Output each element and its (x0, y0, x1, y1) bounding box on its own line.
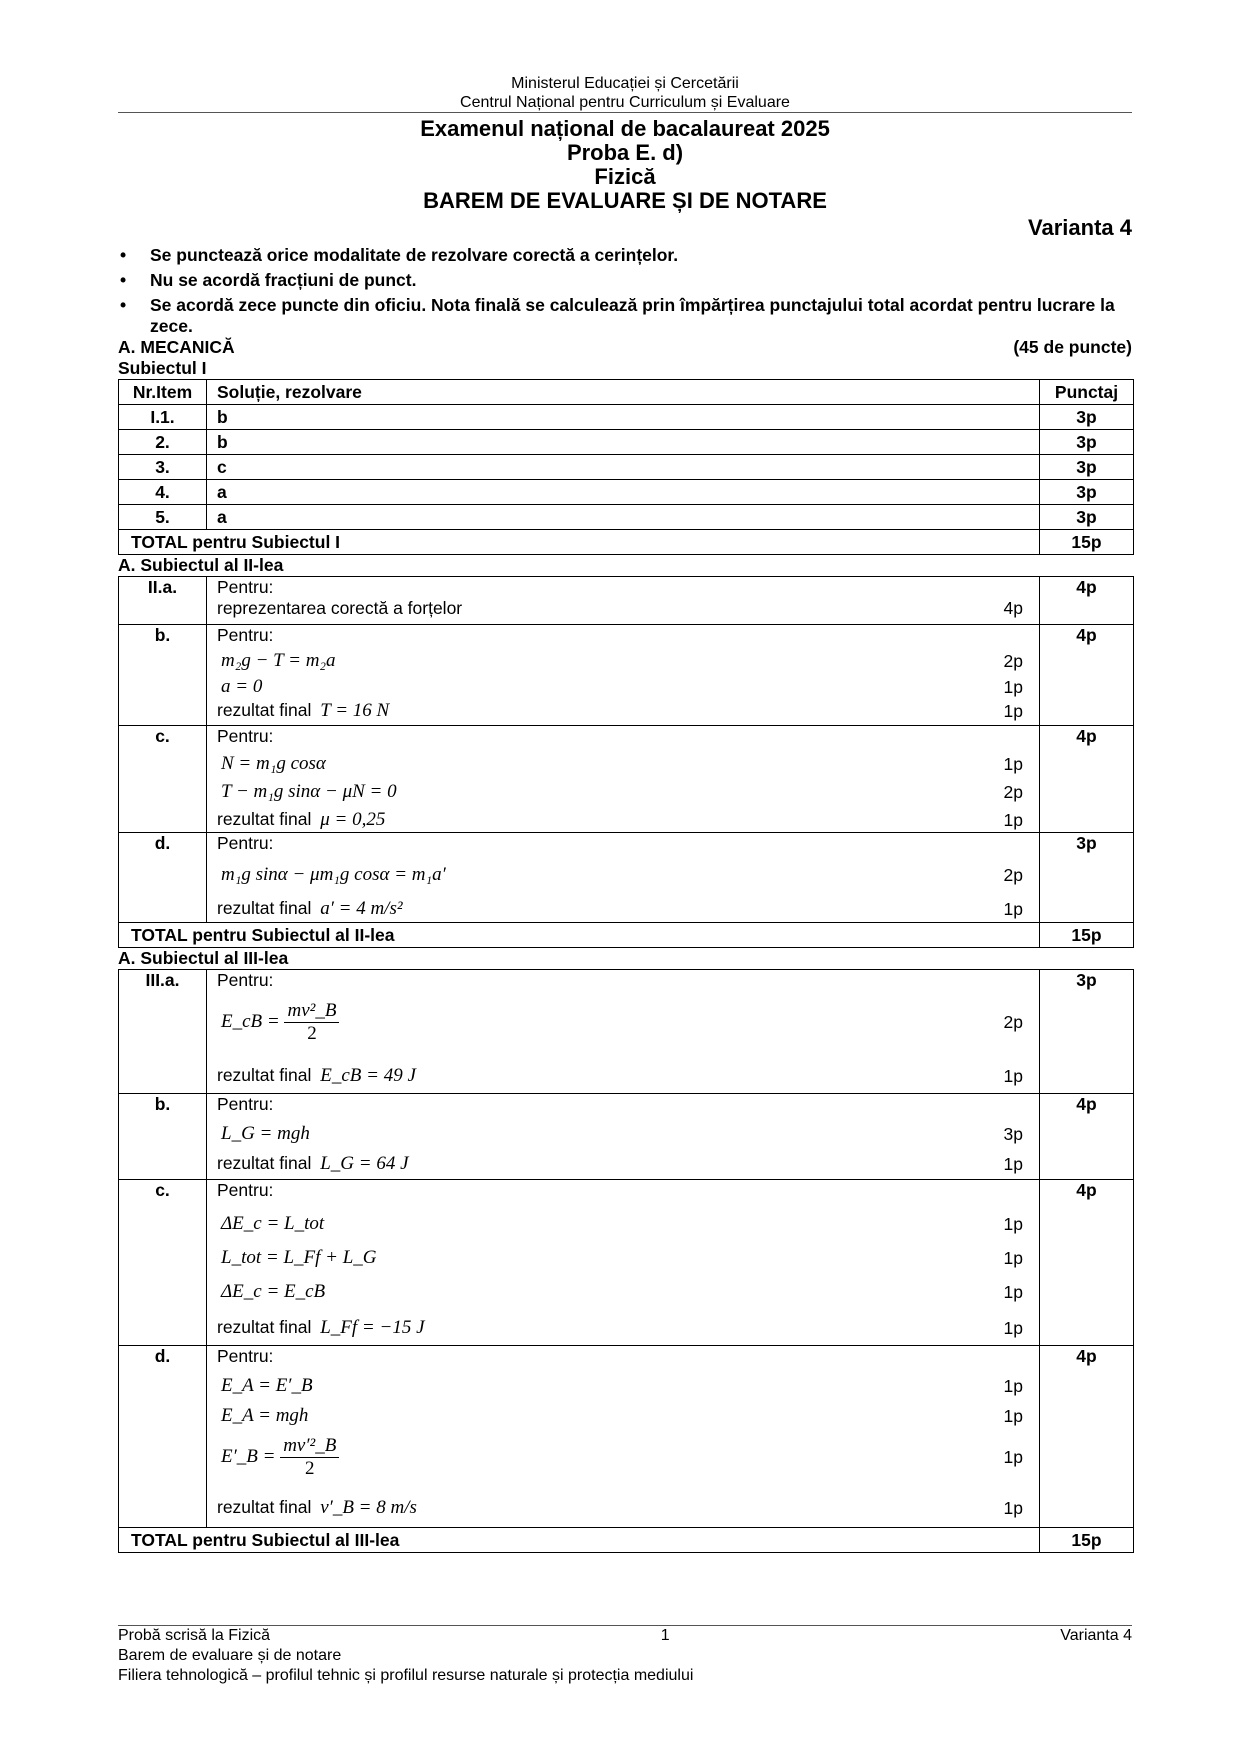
pentru-label: Pentru: (217, 1180, 274, 1200)
points: 3p (1040, 833, 1134, 923)
equation-line (207, 1427, 1039, 1487)
total-row (119, 1528, 1134, 1553)
item-number: 4. (119, 480, 207, 505)
pentru-label: Pentru: (217, 726, 274, 746)
equation: a = 0 (221, 676, 263, 697)
equation-line (207, 775, 1039, 803)
result-label: rezultat final (217, 1317, 312, 1337)
result-label: rezultat final (217, 1153, 312, 1173)
result-label: rezultat final (217, 1065, 312, 1085)
points: 3p (1040, 505, 1134, 530)
page-footer (118, 1625, 1132, 1686)
pentru-label: Pentru: (217, 833, 274, 853)
pentru-label: Pentru: (217, 1094, 274, 1114)
note-item: • Se acordă zece puncte din oficiu. Nota finală se calculează prin împărțirea punctajului total acordat pentru lucrare la zece. (118, 295, 1132, 337)
line-points: 1p (1003, 1154, 1023, 1174)
solution-cell (207, 726, 1040, 833)
item-number: b. (119, 1094, 207, 1180)
fraction (280, 1435, 339, 1480)
item-number: 3. (119, 455, 207, 480)
points: 4p (1040, 625, 1134, 726)
answer: b (207, 405, 1040, 430)
subject-3-table (118, 969, 1134, 1553)
points: 4p (1040, 577, 1134, 625)
page-number: 1 (660, 1627, 670, 1644)
table-row (119, 1346, 1134, 1528)
solution-cell (207, 970, 1040, 1094)
result-value: E_cB = 49 J (320, 1065, 416, 1086)
total-row (119, 923, 1134, 948)
line-points: 2p (1003, 651, 1023, 671)
result-label: rezultat final (217, 700, 312, 720)
table-row (119, 405, 1134, 430)
points: 4p (1040, 1094, 1134, 1180)
equation-line (207, 1235, 1039, 1269)
section-points: (45 de puncte) (1013, 337, 1132, 357)
section-name: A. MECANICĂ (118, 337, 235, 357)
result-line (207, 1303, 1039, 1339)
line-points: 1p (1003, 1248, 1023, 1268)
line-points: 2p (1003, 782, 1023, 802)
pentru-line (207, 577, 1039, 598)
document-page (118, 0, 1132, 1553)
item-number: c. (119, 1180, 207, 1346)
note-item: • Nu se acordă fracțiuni de punct. (118, 270, 1132, 291)
equation-line (207, 854, 1039, 886)
points: 3p (1040, 480, 1134, 505)
subject-2-table (118, 576, 1134, 948)
solution-cell (207, 833, 1040, 923)
points: 3p (1040, 970, 1134, 1094)
pentru-line (207, 726, 1039, 747)
table-row (119, 970, 1134, 1094)
solution-cell (207, 625, 1040, 726)
header-points: Punctaj (1040, 380, 1134, 405)
line-points: 1p (1003, 1214, 1023, 1234)
equation-line (207, 1269, 1039, 1303)
total-points: 15p (1040, 530, 1134, 555)
points: 4p (1040, 726, 1134, 833)
equation (217, 1000, 339, 1045)
equation-line (207, 1397, 1039, 1427)
footer-subject: Probă scrisă la Fizică (118, 1627, 271, 1644)
ministry-name: Ministerul Educației și Cercetării (511, 75, 739, 92)
item-number: I.1. (119, 405, 207, 430)
line-points: 1p (1003, 677, 1023, 697)
grading-notes (118, 245, 1132, 337)
table-row (119, 430, 1134, 455)
page-header (118, 0, 1132, 113)
table-row (119, 1180, 1134, 1346)
line-points: 1p (1003, 1066, 1023, 1086)
pentru-label: Pentru: (217, 1346, 274, 1366)
pentru-line (207, 1094, 1039, 1115)
item-number: d. (119, 833, 207, 923)
points: 4p (1040, 1180, 1134, 1346)
answer: b (207, 430, 1040, 455)
table-row (119, 833, 1134, 923)
section-heading (118, 337, 1132, 358)
header-solution: Soluție, rezolvare (207, 380, 1040, 405)
footer-line-3: Filiera tehnologică – profilul tehnic și profilul resurse naturale și protecția mediului (118, 1667, 694, 1684)
answer: a (207, 505, 1040, 530)
title-line-3: Fizică (594, 164, 656, 189)
equation-line (207, 747, 1039, 775)
equation: E_A = mgh (221, 1405, 309, 1426)
equation: ΔE_c = L_tot (221, 1213, 325, 1234)
line-points: 2p (1003, 1011, 1023, 1032)
result-line (207, 1053, 1039, 1087)
result-value: μ = 0,25 (320, 809, 386, 830)
line-points: 1p (1003, 701, 1023, 721)
line-points: 4p (1003, 598, 1023, 618)
equation: T − m₁g sinα − μN = 0 (221, 781, 397, 802)
subject-1-label: Subiectul I (118, 358, 207, 378)
document-title (118, 117, 1132, 213)
solution-cell (207, 1346, 1040, 1528)
equation-line (207, 672, 1039, 698)
points: 3p (1040, 455, 1134, 480)
total-points: 15p (1040, 923, 1134, 948)
pentru-line (207, 833, 1039, 854)
equation-lhs: E′_B = (221, 1445, 276, 1467)
table-row (119, 726, 1134, 833)
points: 4p (1040, 1346, 1134, 1528)
pentru-label: Pentru: (217, 625, 274, 645)
answer: c (207, 455, 1040, 480)
note-item: • Se punctează orice modalitate de rezolvare corectă a cerințelor. (118, 245, 1132, 266)
item-number: d. (119, 1346, 207, 1528)
line-points: 1p (1003, 899, 1023, 919)
total-label: TOTAL pentru Subiectul al III-lea (119, 1528, 1040, 1553)
total-label: TOTAL pentru Subiectul I (119, 530, 1040, 555)
total-points: 15p (1040, 1528, 1134, 1553)
footer-line-2: Barem de evaluare și de notare (118, 1647, 342, 1664)
header-item: Nr.Item (119, 380, 207, 405)
equation: m₁g sinα − μm₁g cosα = m₁a′ (221, 864, 446, 885)
pentru-label: Pentru: (217, 577, 274, 597)
result-value: L_G = 64 J (320, 1153, 409, 1174)
title-line-4: BAREM DE EVALUARE ȘI DE NOTARE (423, 188, 827, 213)
solution-line (207, 598, 1039, 619)
equation: ΔE_c = E_cB (221, 1281, 326, 1302)
equation-lhs: E_cB = (221, 1010, 280, 1032)
equation-line (207, 1115, 1039, 1145)
table-row (119, 577, 1134, 625)
solution-cell (207, 577, 1040, 625)
line-points: 1p (1003, 1446, 1023, 1467)
table-row (119, 455, 1134, 480)
pentru-line (207, 1180, 1039, 1201)
points: 3p (1040, 430, 1134, 455)
result-line (207, 1487, 1039, 1519)
numerator: mv′²_B (280, 1435, 339, 1458)
line-points: 1p (1003, 754, 1023, 774)
fraction (284, 1000, 339, 1045)
denominator: 2 (305, 1457, 315, 1479)
table-row (119, 480, 1134, 505)
title-line-2: Proba E. d) (566, 140, 684, 165)
result-value: v′_B = 8 m/s (320, 1497, 417, 1518)
pentru-line (207, 970, 1039, 991)
result-value: L_Ff = −15 J (320, 1317, 425, 1338)
table-row (119, 505, 1134, 530)
line-points: 1p (1003, 1406, 1023, 1426)
result-label: rezultat final (217, 898, 312, 918)
line-points: 1p (1003, 1318, 1023, 1338)
solution-text: reprezentarea corectă a forțelor (217, 598, 463, 618)
result-line (207, 1145, 1039, 1175)
center-name: Centrul Național pentru Curriculum și Evaluare (118, 93, 1132, 113)
subject-3-label: A. Subiectul al III-lea (118, 948, 289, 968)
denominator: 2 (307, 1022, 317, 1044)
variant-label: Varianta 4 (1028, 215, 1132, 240)
result-value: T = 16 N (320, 700, 390, 721)
footer-row (118, 1626, 1132, 1646)
equation: L_G = mgh (221, 1123, 310, 1144)
item-number: c. (119, 726, 207, 833)
result-value: a′ = 4 m/s² (320, 898, 403, 919)
result-line (207, 886, 1039, 920)
solution-cell (207, 1180, 1040, 1346)
result-label: rezultat final (217, 809, 312, 829)
equation-line (207, 646, 1039, 672)
subject-2-label: A. Subiectul al II-lea (118, 555, 284, 575)
equation: m₂g − T = m₂a (221, 650, 336, 671)
table-row (119, 1094, 1134, 1180)
line-points: 3p (1003, 1124, 1023, 1144)
result-line (207, 698, 1039, 722)
pentru-label: Pentru: (217, 970, 274, 990)
result-line (207, 803, 1039, 831)
item-number: 5. (119, 505, 207, 530)
line-points: 1p (1003, 1498, 1023, 1518)
numerator: mv²_B (284, 1000, 339, 1023)
equation (217, 1435, 339, 1480)
pentru-line (207, 625, 1039, 646)
points: 3p (1040, 405, 1134, 430)
answer: a (207, 480, 1040, 505)
item-number: III.a. (119, 970, 207, 1094)
line-points: 1p (1003, 810, 1023, 830)
line-points: 2p (1003, 865, 1023, 885)
line-points: 1p (1003, 1282, 1023, 1302)
solution-cell (207, 1094, 1040, 1180)
line-points: 1p (1003, 1376, 1023, 1396)
equation: N = m₁g cosα (221, 753, 326, 774)
footer-variant: Varianta 4 (1060, 1627, 1132, 1644)
equation-line (207, 991, 1039, 1053)
item-number: II.a. (119, 577, 207, 625)
result-label: rezultat final (217, 1497, 312, 1517)
subject-1-table (118, 379, 1134, 555)
item-number: b. (119, 625, 207, 726)
total-label: TOTAL pentru Subiectul al II-lea (119, 923, 1040, 948)
title-line-1: Examenul național de bacalaureat 2025 (420, 116, 830, 141)
table-header-row (119, 380, 1134, 405)
item-number: 2. (119, 430, 207, 455)
equation-line (207, 1201, 1039, 1235)
equation: L_tot = L_Ff + L_G (221, 1247, 377, 1268)
equation: E_A = E′_B (221, 1375, 313, 1396)
pentru-line (207, 1346, 1039, 1367)
total-row (119, 530, 1134, 555)
equation-line (207, 1367, 1039, 1397)
table-row (119, 625, 1134, 726)
